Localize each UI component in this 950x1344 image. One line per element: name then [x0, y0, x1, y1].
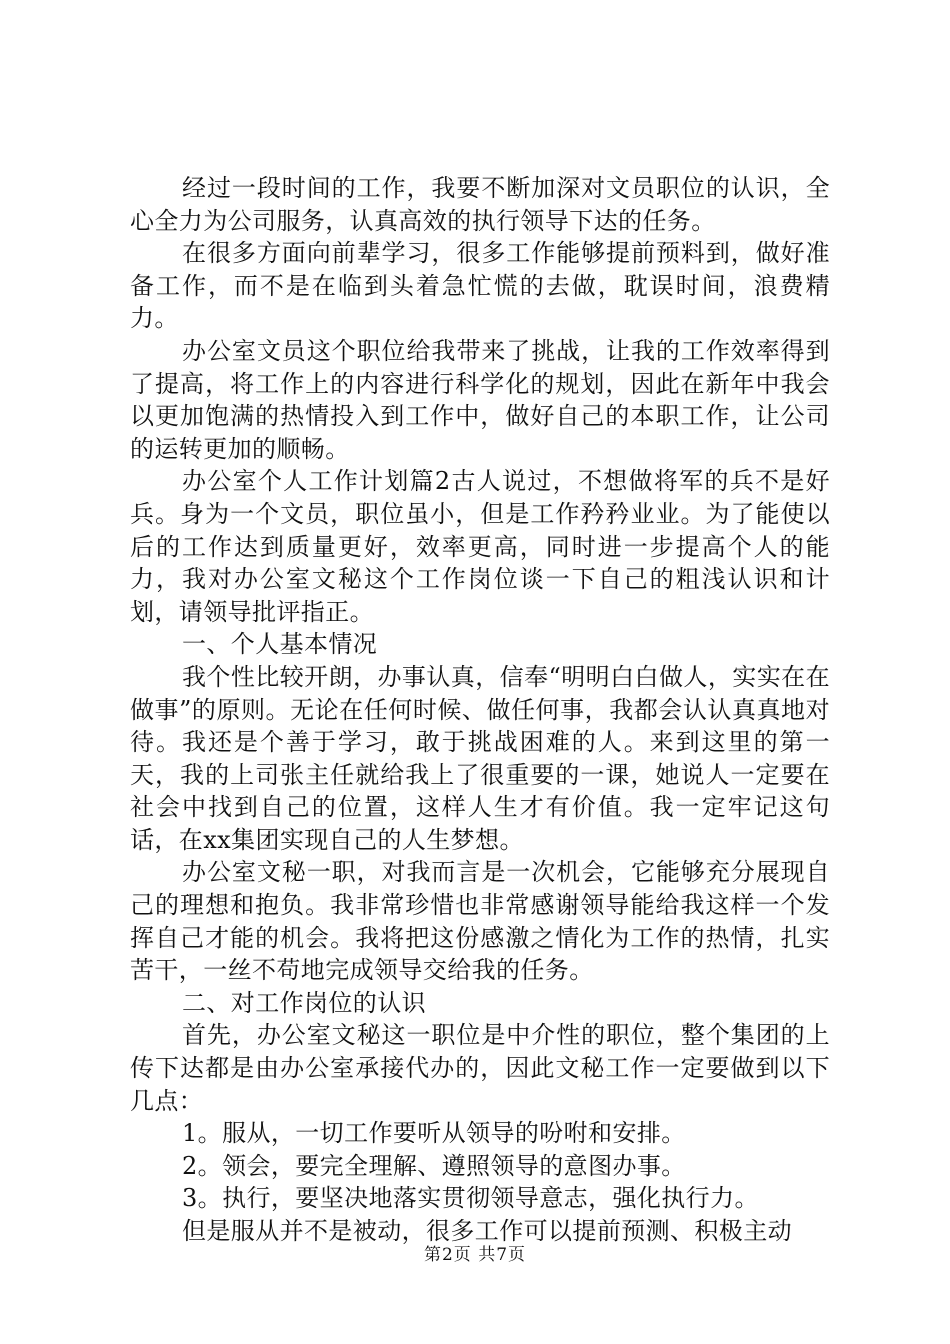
list-item: 3。执行，要坚决地落实贯彻领导意志，强化执行力。 [182, 1184, 759, 1213]
paragraph: 办公室个人工作计划篇2古人说过，不想做将军的兵不是好兵。身为一个文员，职位虽小，但是工作矜矜业业。为了能使以后的工作达到质量更好，效率更高，同时进一步提高个人的能力，我对办公室文秘这个工作岗位谈一下自己的粗浅认识和计划，请领导批评指正。 [130, 467, 830, 626]
paragraph: 办公室文秘一职，对我而言是一次机会，它能够充分展现自己的理想和抱负。我非常珍惜也非常感谢领导能给我这样一个发挥自己才能的机会。我将把这份感激之情化为工作的热情，扎实苦干，一丝不苟地完成领导交给我的任务。 [130, 858, 830, 985]
page-footer [0, 1240, 950, 1265]
paragraph: 办公室文员这个职位给我带来了挑战，让我的工作效率得到了提高，将工作上的内容进行科学化的规划，因此在新年中我会以更加饱满的热情投入到工作中，做好自己的本职工作，让公司的运转更加的顺畅。 [130, 336, 830, 463]
paragraph: 但是服从并不是被动，很多工作可以提前预测、积极主动 [182, 1217, 792, 1245]
paragraph: 首先，办公室文秘这一职位是中介性的职位，整个集团的上传下达都是由办公室承接代办的，因此文秘工作一定要做到以下几点： [130, 1021, 830, 1115]
list-item: 2。领会，要完全理解、遵照领导的意图办事。 [182, 1151, 686, 1180]
list-item: 1。服从，一切工作要听从领导的吩咐和安排。 [182, 1119, 686, 1148]
paragraph: 经过一段时间的工作，我要不断加深对文员职位的认识，全心全力为公司服务，认真高效的执行领导下达的任务。 [130, 174, 830, 235]
section-heading: 一、个人基本情况 [182, 630, 378, 659]
paragraph: 在很多方面向前辈学习，很多工作能够提前预料到，做好准备工作，而不是在临到头着急忙慌的去做，耽误时间，浪费精力。 [130, 239, 830, 333]
document-body [130, 172, 830, 1248]
paragraph: 我个性比较开朗，办事认真，信奉“明明白白做人，实实在在做事”的原则。无论在任何时候、做任何事，我都会认认真真地对待。我还是个善于学习，敢于挑战困难的人。来到这里的第一天，我的上司张主任就给我上了很重要的一课，她说人一定要在社会中找到自己的位置，这样人生才有价值。我一定牢记这句话，在xx集团实现自己的人生梦想。 [130, 662, 830, 854]
section-heading: 二、对工作岗位的认识 [182, 988, 426, 1017]
page-number: 第2页 共7页 [423, 1245, 527, 1265]
